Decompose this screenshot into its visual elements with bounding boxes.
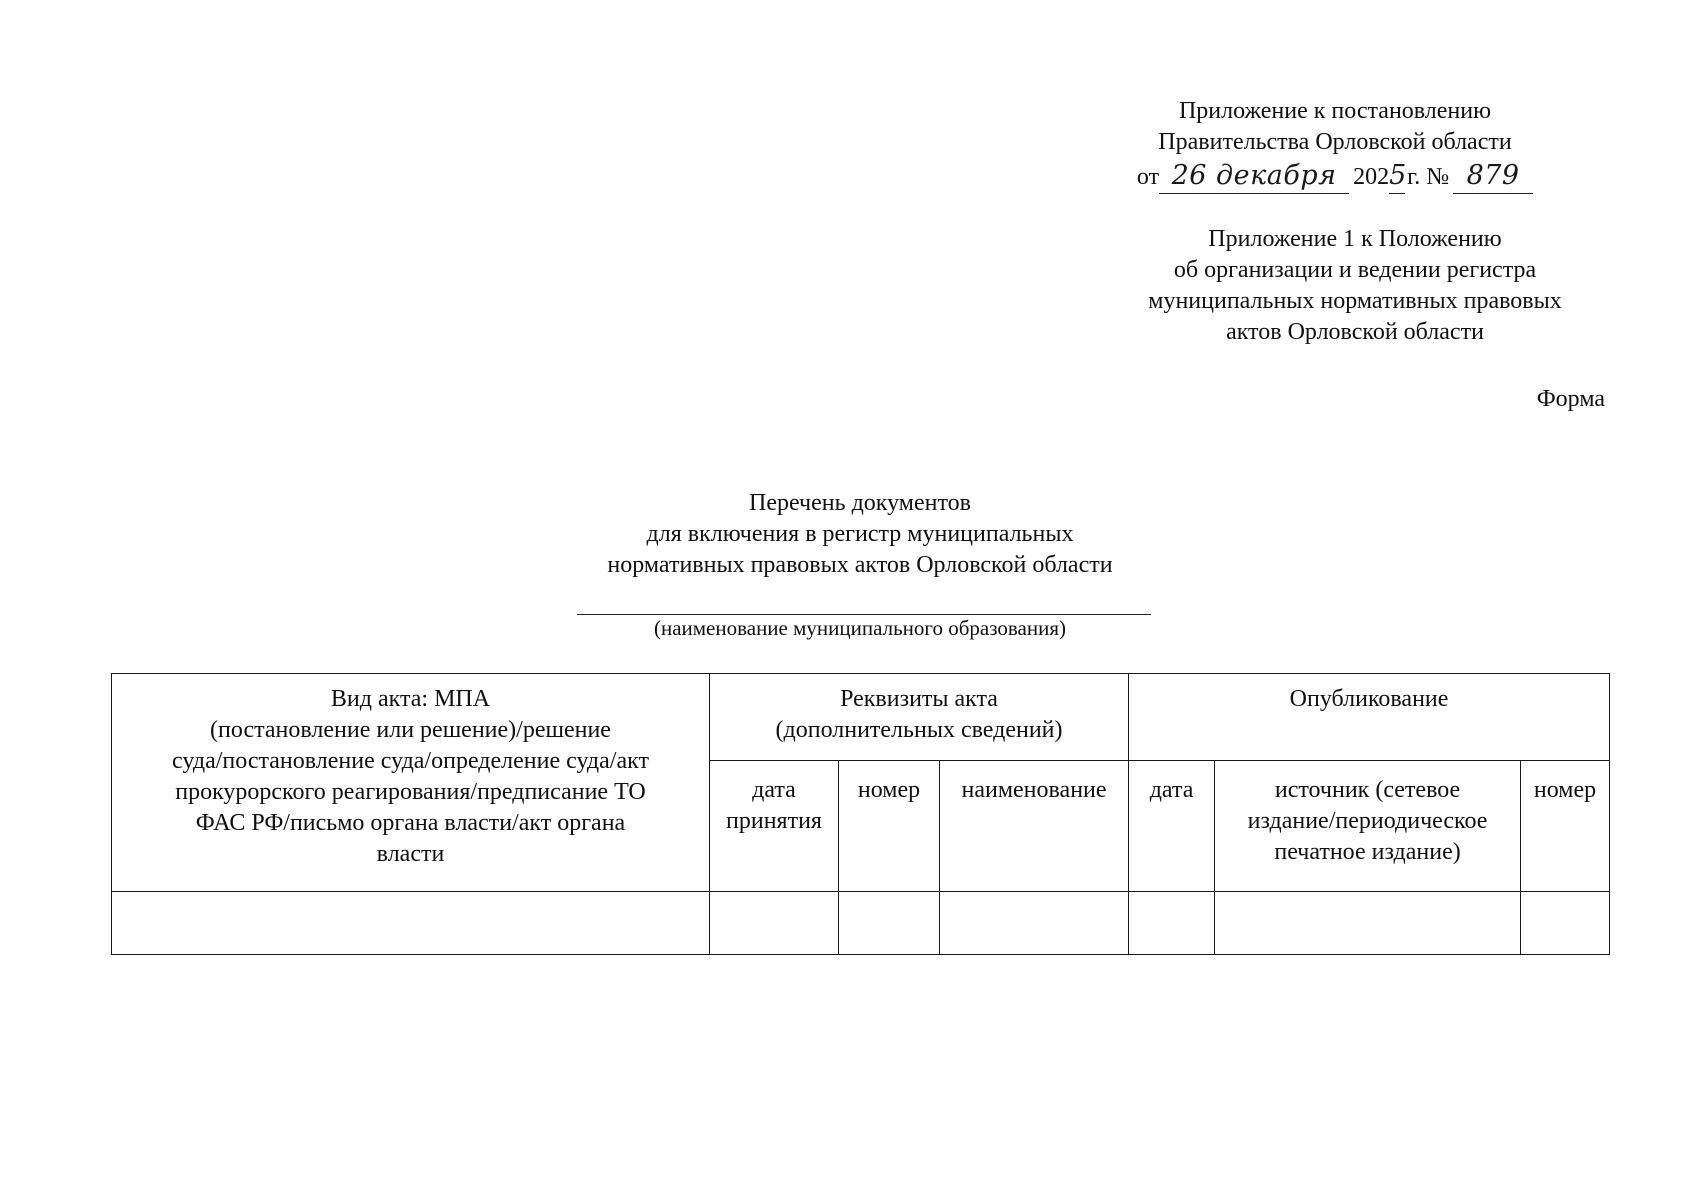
empty-cell-name <box>940 892 1129 955</box>
handwritten-number: 879 <box>1466 160 1520 191</box>
empty-cell-source <box>1215 892 1521 955</box>
annex-header <box>1090 96 1580 194</box>
regulation-annex-line-3: муниципальных нормативных правовых <box>1148 288 1562 314</box>
documents-table <box>111 673 1610 955</box>
annex-line-1: Приложение к постановлению <box>1178 98 1492 124</box>
adoption-date-line-2: принятия <box>726 808 822 834</box>
publication-label: Опубликование <box>1289 686 1449 712</box>
regulation-annex <box>1090 224 1620 348</box>
source-header <box>1215 761 1521 892</box>
document-title <box>460 488 1260 581</box>
source-line-3: печатное издание) <box>1274 839 1461 865</box>
municipality-name-line <box>577 614 1151 615</box>
empty-cell-pub-number <box>1521 892 1610 955</box>
title-line-3: нормативных правовых актов Орловской области <box>607 552 1113 578</box>
empty-cell-number <box>839 892 940 955</box>
adoption-date-header <box>710 761 839 892</box>
act-type-line-6: власти <box>376 841 445 867</box>
regulation-annex-line-1: Приложение 1 к Положению <box>1208 226 1502 252</box>
requisites-line-2: (дополнительных сведений) <box>775 717 1063 743</box>
act-type-line-1: Вид акта: МПА <box>330 686 491 712</box>
title-line-1: Перечень документов <box>749 490 971 516</box>
title-line-2: для включения в регистр муниципальных <box>646 521 1074 547</box>
annex-date-line <box>1090 160 1580 194</box>
publication-date-header: дата <box>1129 761 1215 892</box>
empty-cell-act-type <box>112 892 710 955</box>
act-type-line-5: ФАС РФ/письмо органа власти/акт органа <box>195 810 626 836</box>
handwritten-date: 26 декабря <box>1171 160 1337 191</box>
annex-ot: от <box>1136 164 1160 190</box>
requisites-header <box>710 674 1129 761</box>
handwritten-year-digit: 5 <box>1389 160 1407 191</box>
adoption-date-line-1: дата <box>752 777 796 803</box>
regulation-annex-line-4: актов Орловской области <box>1226 319 1484 345</box>
annex-year-prefix: 202 <box>1353 164 1390 190</box>
act-type-line-2: (постановление или решение)/решение <box>210 717 611 743</box>
source-line-2: издание/периодическое <box>1247 808 1488 834</box>
empty-cell-adoption-date <box>710 892 839 955</box>
form-label: Форма <box>1536 386 1605 412</box>
publication-number-header: номер <box>1521 761 1610 892</box>
municipality-caption: (наименование муниципального образования) <box>653 616 1067 640</box>
regulation-annex-line-2: об организации и ведении регистра <box>1173 257 1537 283</box>
empty-cell-pub-date <box>1129 892 1215 955</box>
name-header: наименование <box>940 761 1129 892</box>
number-header: номер <box>839 761 940 892</box>
annex-year-suffix: г. № <box>1407 164 1450 190</box>
source-line-1: источник (сетевое <box>1274 777 1461 803</box>
annex-line-2: Правительства Орловской области <box>1158 129 1512 155</box>
requisites-line-1: Реквизиты акта <box>840 686 998 712</box>
act-type-line-4: прокурорского реагирования/предписание ТО <box>175 779 646 805</box>
publication-header <box>1129 674 1610 761</box>
table-row <box>112 892 1610 955</box>
act-type-line-3: суда/постановление суда/определение суда/акт <box>172 748 649 774</box>
act-type-header <box>112 674 710 892</box>
